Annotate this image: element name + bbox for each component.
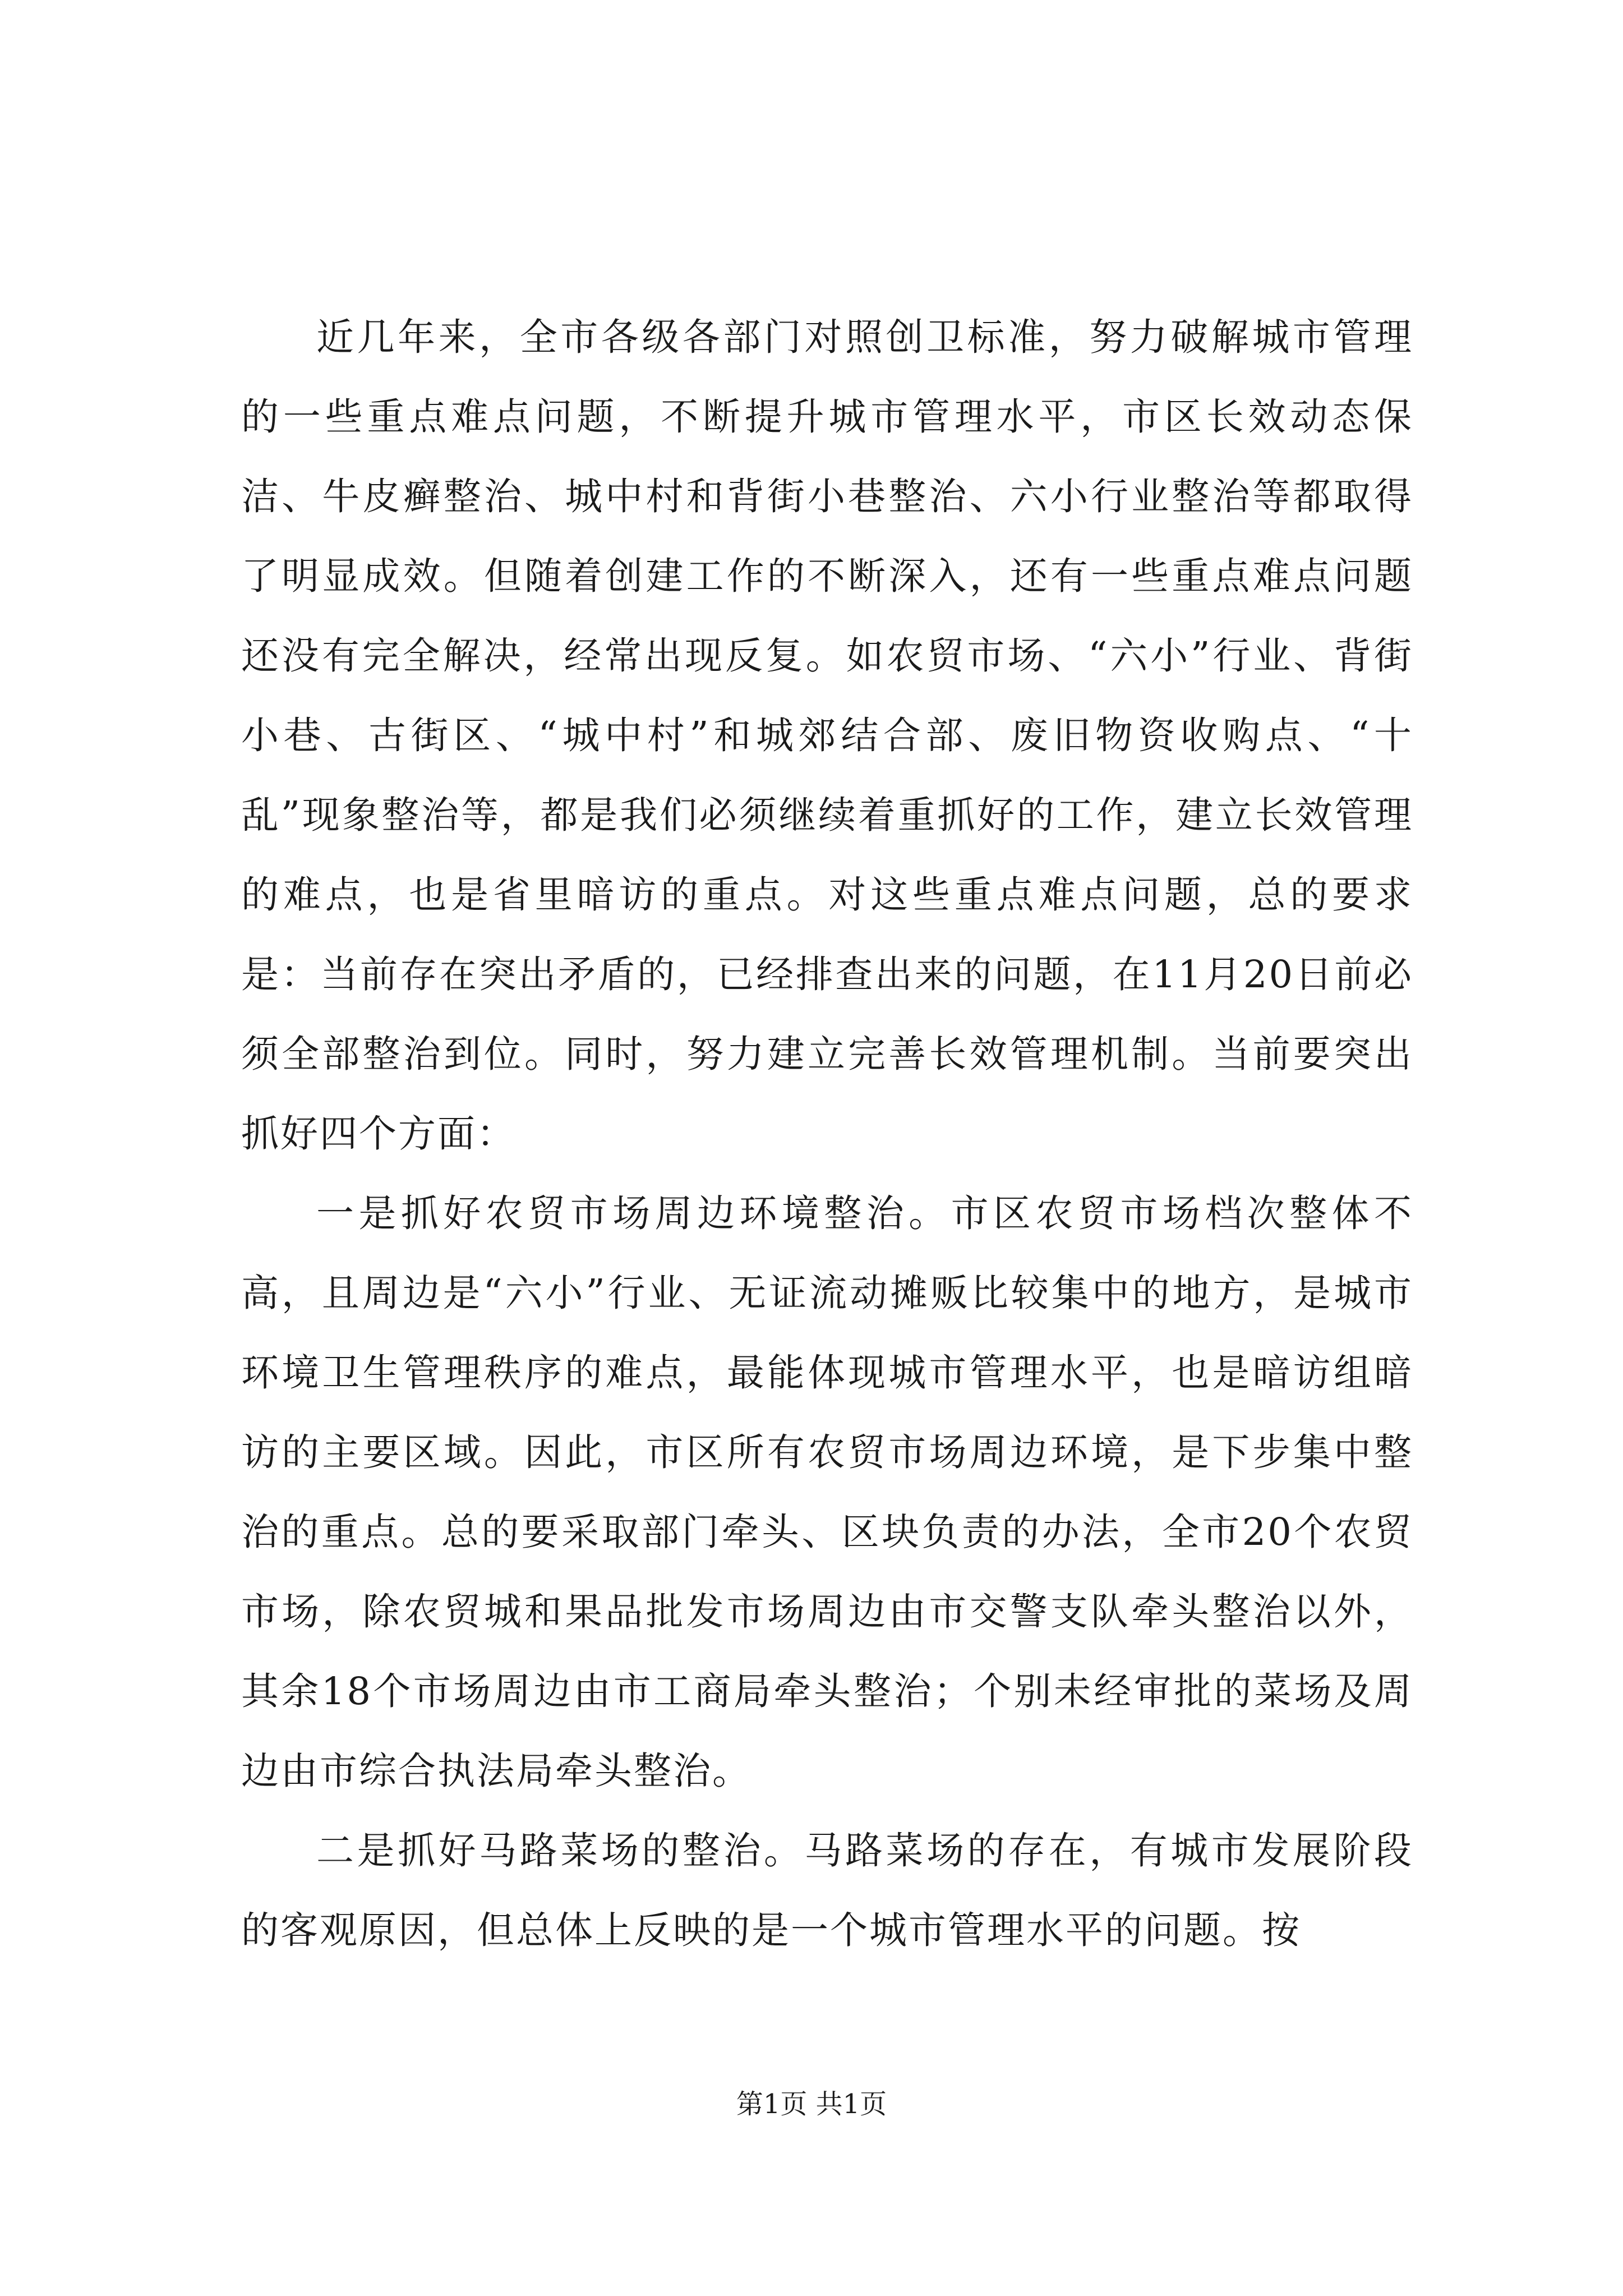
page-footer: 第1页 共1页	[736, 2088, 887, 2120]
paragraph-intro: 近几年来，全市各级各部门对照创卫标准，努力破解城市管理的一些重点难点问题，不断提升城市管理水平，市区长效动态保洁、牛皮癣整治、城中村和背街小巷整治、六小行业整治等都取得了明显成效。但随着创建工作的不断深入，还有一些重点难点问题还没有完全解决，经常出现反复。如农贸市场、“六小”行业、背街小巷、古街区、“城中村”和城郊结合部、废旧物资收购点、“十乱”现象整治等，都是我们必须继续着重抓好的工作，建立长效管理的难点，也是省里暗访的重点。对这些重点难点问题，总的要求是：当前存在突出矛盾的，已经排查出来的问题，在11月20日前必须全部整治到位。同时，努力建立完善长效管理机制。当前要突出抓好四个方面：	[241, 315, 1413, 1156]
paragraph-street-market: 二是抓好马路菜场的整治。马路菜场的存在，有城市发展阶段的客观原因，但总体上反映的是一个城市管理水平的问题。按	[241, 1829, 1413, 1952]
paragraph-market-rectification: 一是抓好农贸市场周边环境整治。市区农贸市场档次整体不高，且周边是“六小”行业、无证流动摊贩比较集中的地方，是城市环境卫生管理秩序的难点，最能体现城市管理水平，也是暗访组暗访的主要区域。因此，市区所有农贸市场周边环境，是下步集中整治的重点。总的要采取部门牵头、区块负责的办法，全市20个农贸市场，除农贸城和果品批发市场周边由市交警支队牵头整治以外，其余18个市场周边由市工商局牵头整治；个别未经审批的菜场及周边由市综合执法局牵头整治。	[241, 1191, 1413, 1793]
body-text	[241, 297, 1413, 1970]
